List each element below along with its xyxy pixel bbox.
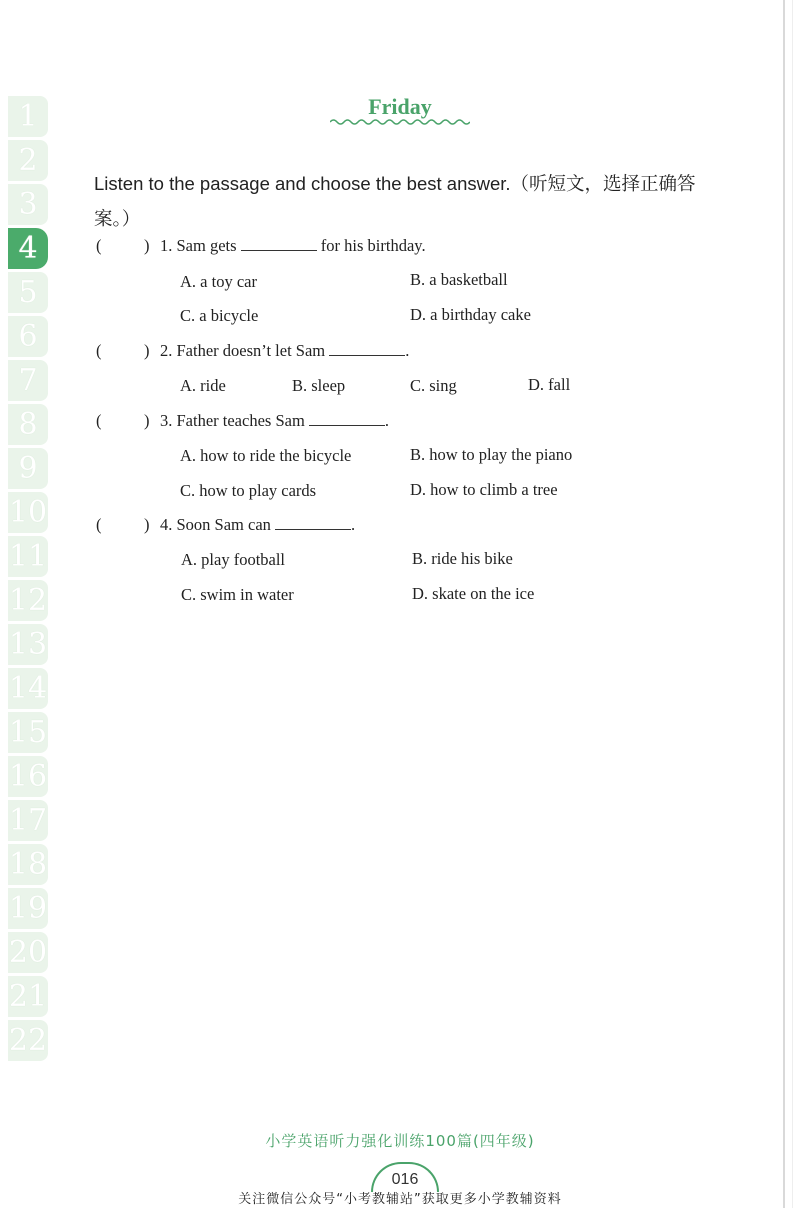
- option-a[interactable]: A. how to ride the bicycle: [180, 446, 352, 465]
- option-d[interactable]: D. skate on the ice: [412, 584, 535, 603]
- chapter-tab-12[interactable]: 12: [8, 580, 48, 621]
- instruction-text: Listen to the passage and choose the best answer.（听短文，选择正确答案。）: [94, 173, 696, 229]
- answer-blank[interactable]: [275, 515, 351, 530]
- question-stem: [160, 236, 426, 256]
- stem-after: .: [405, 341, 410, 360]
- option-a[interactable]: A. play football: [181, 550, 286, 569]
- chapter-tab-7[interactable]: 7: [8, 360, 48, 401]
- chapter-tab-2[interactable]: 2: [8, 140, 48, 181]
- chapter-tab-9[interactable]: 9: [8, 448, 48, 489]
- question-stem: [160, 341, 409, 361]
- title-wave-underline: [330, 117, 470, 127]
- answer-blank[interactable]: [309, 411, 385, 426]
- stem-after: for his birthday.: [320, 236, 426, 255]
- option-b[interactable]: B. sleep: [292, 376, 346, 395]
- chapter-tab-20[interactable]: 20: [8, 932, 48, 973]
- page-edge-shadow: [792, 0, 793, 1208]
- answer-blank[interactable]: [329, 341, 405, 356]
- chapter-tab-18[interactable]: 18: [8, 844, 48, 885]
- stem-before: 1. Sam gets: [160, 236, 237, 255]
- stem-before: 3. Father teaches Sam: [160, 411, 305, 430]
- chapter-tab-5[interactable]: 5: [8, 272, 48, 313]
- chapter-tab-6[interactable]: 6: [8, 316, 48, 357]
- chapter-tab-4[interactable]: 4: [8, 228, 48, 269]
- chapter-tab-17[interactable]: 17: [8, 800, 48, 841]
- question-stem: [160, 411, 389, 431]
- answer-paren-close: ): [144, 515, 150, 534]
- chapter-tab-16[interactable]: 16: [8, 756, 48, 797]
- question-stem: [160, 515, 355, 535]
- answer-paren-open: (: [96, 515, 102, 534]
- option-c[interactable]: C. how to play cards: [180, 481, 317, 500]
- stem-after: .: [384, 411, 390, 430]
- chapter-tab-1[interactable]: 1: [8, 96, 48, 137]
- stem-before: 2. Father doesn’t let Sam: [160, 341, 326, 360]
- answer-paren-close: ): [144, 411, 150, 430]
- footer-note: 关注微信公众号“小考教辅站”获取更多小学教辅资料: [238, 1192, 562, 1207]
- chapter-tab-15[interactable]: 15: [8, 712, 48, 753]
- chapter-tab-11[interactable]: 11: [8, 536, 48, 577]
- option-b[interactable]: B. how to play the piano: [410, 445, 573, 464]
- answer-paren-open: (: [96, 236, 102, 255]
- page-title: Friday: [368, 94, 432, 119]
- chapter-tab-13[interactable]: 13: [8, 624, 48, 665]
- option-c[interactable]: C. a bicycle: [180, 306, 259, 325]
- book-title: 小学英语听力强化训练100篇(四年级): [265, 1132, 535, 1150]
- page-edge: [783, 0, 785, 1208]
- option-c[interactable]: C. swim in water: [181, 585, 294, 604]
- option-b[interactable]: B. a basketball: [410, 270, 508, 289]
- chapter-tab-10[interactable]: 10: [8, 492, 48, 533]
- answer-paren-close: ): [144, 341, 150, 360]
- option-b[interactable]: B. ride his bike: [412, 549, 513, 568]
- option-d[interactable]: D. how to climb a tree: [410, 480, 558, 499]
- chapter-tab-19[interactable]: 19: [8, 888, 48, 929]
- answer-paren-close: ): [144, 236, 150, 255]
- option-c[interactable]: C. sing: [410, 376, 457, 395]
- chapter-tab-8[interactable]: 8: [8, 404, 48, 445]
- option-d[interactable]: D. a birthday cake: [410, 305, 531, 324]
- stem-before: 4. Soon Sam can: [160, 515, 271, 534]
- option-a[interactable]: A. ride: [180, 376, 226, 395]
- stem-after: .: [351, 515, 356, 534]
- chapter-tabs: [8, 96, 48, 1096]
- chapter-tab-14[interactable]: 14: [8, 668, 48, 709]
- answer-blank[interactable]: [241, 236, 317, 251]
- chapter-tab-3[interactable]: 3: [8, 184, 48, 225]
- option-a[interactable]: A. a toy car: [180, 272, 257, 291]
- option-d[interactable]: D. fall: [528, 375, 571, 394]
- chapter-tab-21[interactable]: 21: [8, 976, 48, 1017]
- answer-paren-open: (: [96, 411, 102, 430]
- answer-paren-open: (: [96, 341, 102, 360]
- page-number: 016: [371, 1162, 439, 1192]
- chapter-tab-22[interactable]: 22: [8, 1020, 48, 1061]
